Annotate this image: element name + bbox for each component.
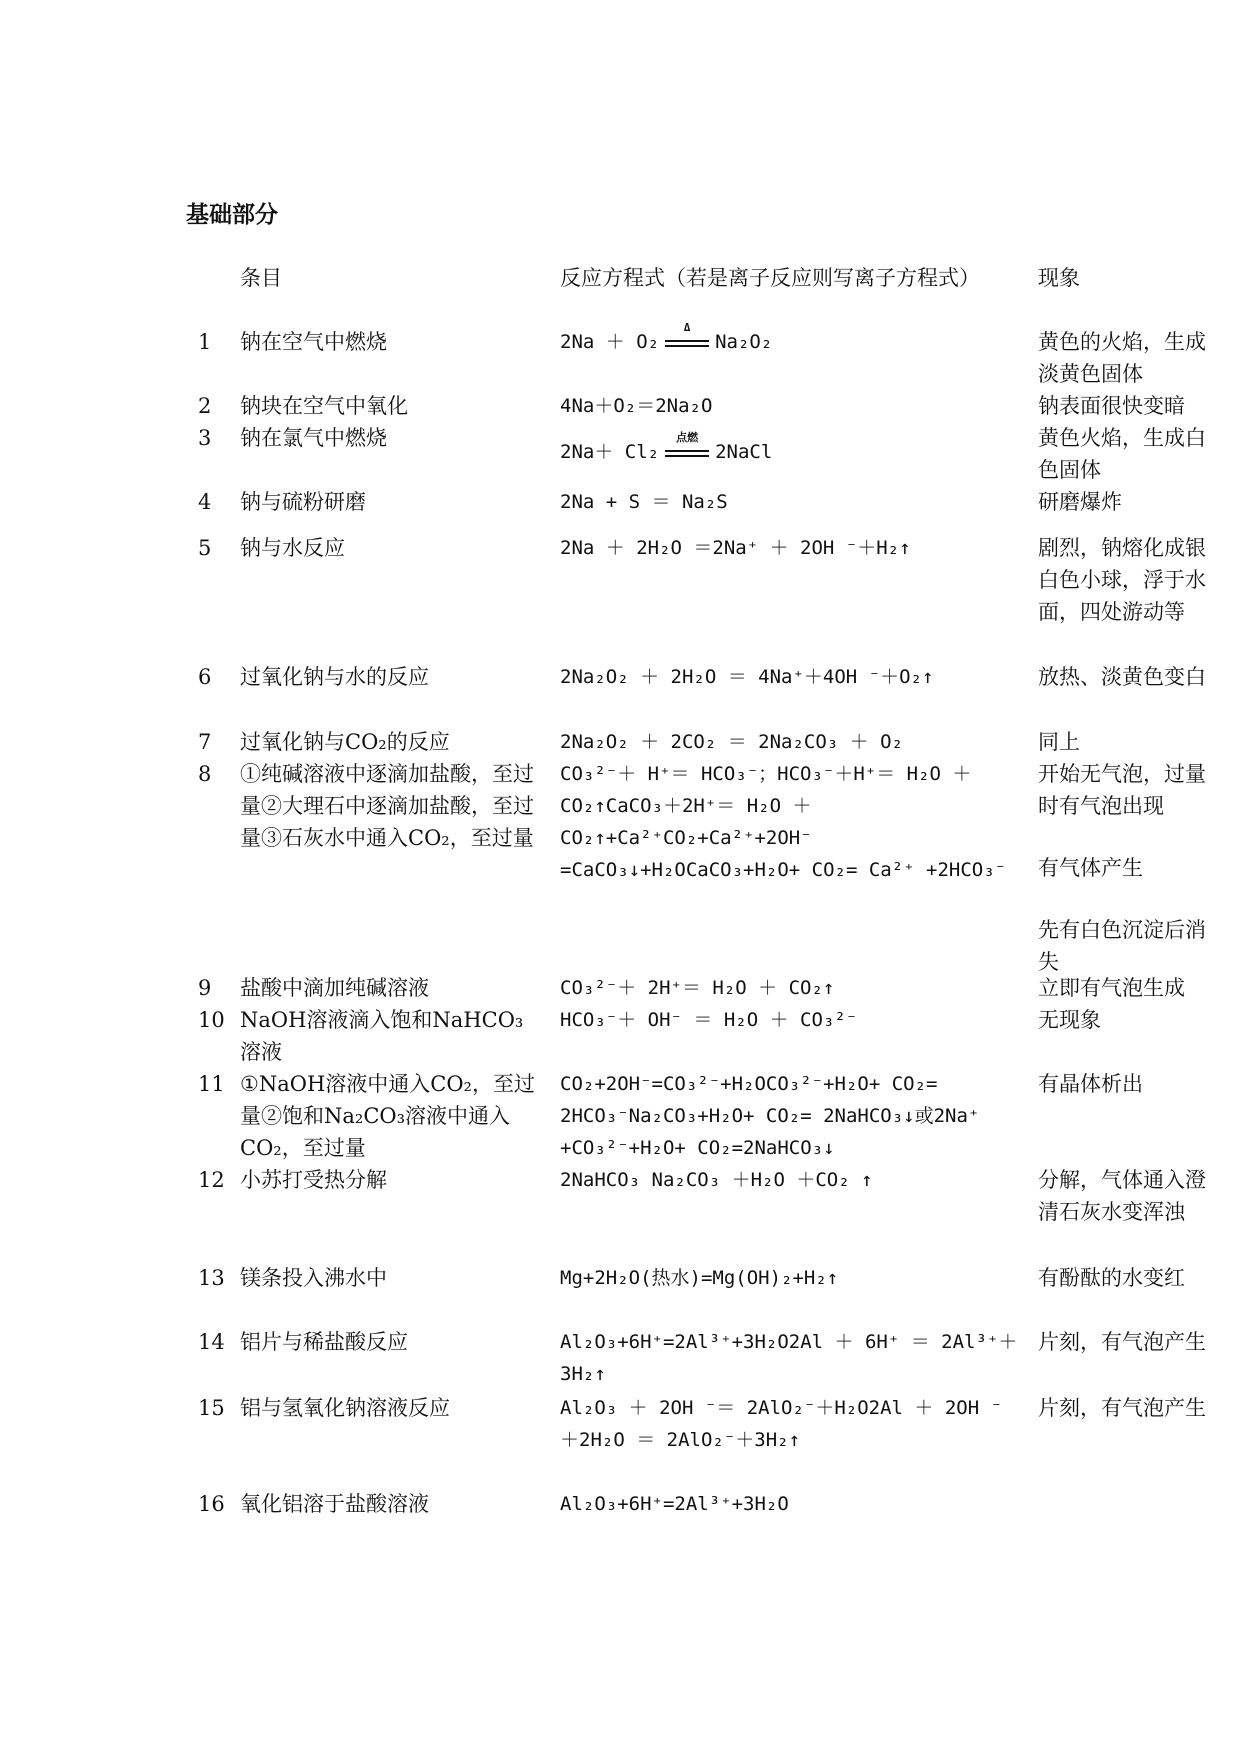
equation-left: 2Na ＋ O₂ bbox=[560, 331, 660, 353]
row-phenomenon: 片刻，有气泡产生 bbox=[1038, 1396, 1206, 1420]
row-phenomenon: 研磨爆炸 bbox=[1038, 490, 1122, 514]
row-number: 1 bbox=[198, 330, 212, 354]
row-number: 9 bbox=[198, 976, 212, 1000]
row-number: 12 bbox=[198, 1168, 225, 1192]
equation-right: 2NaCl bbox=[715, 441, 773, 463]
row-item: NaOH溶液滴入饱和NaHCO₃溶液 bbox=[240, 1008, 524, 1064]
row-phenomenon: 放热、淡黄色变白 bbox=[1038, 665, 1206, 689]
row-equation: 2NaHCO₃ Na₂CO₃ ＋H₂O ＋CO₂ ↑ bbox=[560, 1169, 873, 1191]
row-number: 16 bbox=[198, 1492, 225, 1516]
row-number: 11 bbox=[198, 1072, 225, 1096]
row-phenomenon: 片刻，有气泡产生 bbox=[1038, 1330, 1206, 1354]
row-phenomenon: 黄色火焰，生成白色固体 bbox=[1038, 426, 1206, 482]
row-equation: 2Na ＋ 2H₂O ＝2Na⁺ ＋ 2OH ⁻＋H₂↑ bbox=[560, 537, 911, 559]
phenomenon-part-3: 先有白色沉淀后消失 bbox=[1038, 918, 1206, 974]
row-phenomenon: 立即有气泡生成 bbox=[1038, 976, 1185, 1000]
row-number: 5 bbox=[198, 536, 212, 560]
row-equation: HCO₃⁻＋ OH⁻ ＝ H₂O ＋ CO₃²⁻ bbox=[560, 1009, 858, 1031]
row-item: 钠块在空气中氧化 bbox=[240, 394, 408, 418]
row-number: 3 bbox=[198, 426, 212, 450]
row-item: ①纯碱溶液中逐滴加盐酸，至过量②大理石中逐滴加盐酸，至过量③石灰水中通入CO₂，至过量 bbox=[240, 762, 534, 850]
row-number: 2 bbox=[198, 394, 212, 418]
header-item: 条目 bbox=[240, 266, 282, 290]
section-title: 基础部分 bbox=[186, 202, 278, 228]
row-item: 盐酸中滴加纯碱溶液 bbox=[240, 976, 429, 1000]
row-number: 13 bbox=[198, 1266, 225, 1290]
row-item: 过氧化钠与水的反应 bbox=[240, 665, 429, 689]
row-number: 7 bbox=[198, 730, 212, 754]
row-equation: Al₂O₃+6H⁺=2Al³⁺+3H₂O2Al ＋ 6H⁺ ＝ 2Al³⁺＋3H₂↑ bbox=[560, 1331, 1018, 1385]
row-phenomenon: 黄色的火焰，生成淡黄色固体 bbox=[1038, 330, 1206, 386]
equation-left: 2Na＋ Cl₂ bbox=[560, 441, 660, 463]
ignition-condition-sign: 点燃 bbox=[665, 446, 709, 460]
row-equation bbox=[560, 430, 1020, 468]
row-equation: CO₃²⁻＋ H⁺＝ HCO₃⁻；HCO₃⁻＋H⁺＝ H₂O ＋CO₂↑CaCO₃＋2H⁺＝ H₂O ＋ CO₂↑+Ca²⁺CO₂+Ca²⁺+2OH⁻ =CaCO₃↓+H₂OCaCO₃+H₂O+ CO₂= Ca²⁺ +2HCO₃⁻ bbox=[560, 763, 1007, 881]
row-equation bbox=[560, 320, 1020, 358]
row-item: 铝与氢氧化钠溶液反应 bbox=[240, 1396, 450, 1420]
row-equation: 2Na₂O₂ ＋ 2CO₂ ＝ 2Na₂CO₃ ＋ O₂ bbox=[560, 731, 903, 753]
row-number: 14 bbox=[198, 1330, 225, 1354]
row-number: 8 bbox=[198, 762, 212, 786]
row-item: ①NaOH溶液中通入CO₂，至过量②饱和Na₂CO₃溶液中通入CO₂，至过量 bbox=[240, 1072, 535, 1160]
phenomenon-part-2: 有气体产生 bbox=[1038, 856, 1143, 880]
row-number: 6 bbox=[198, 665, 212, 689]
equation-right: Na₂O₂ bbox=[715, 331, 773, 353]
row-phenomenon bbox=[1038, 758, 1220, 978]
row-equation: CO₃²⁻＋ 2H⁺＝ H₂O ＋ CO₂↑ bbox=[560, 977, 835, 999]
row-item: 铝片与稀盐酸反应 bbox=[240, 1330, 408, 1354]
row-equation: 2Na₂O₂ ＋ 2H₂O ＝ 4Na⁺＋4OH ⁻＋O₂↑ bbox=[560, 666, 934, 688]
header-phenomenon: 现象 bbox=[1038, 266, 1080, 290]
row-item: 小苏打受热分解 bbox=[240, 1168, 387, 1192]
row-equation: Mg+2H₂O(热水)=Mg(OH)₂+H₂↑ bbox=[560, 1267, 839, 1289]
row-item: 钠与硫粉研磨 bbox=[240, 490, 366, 514]
row-item: 钠与水反应 bbox=[240, 536, 345, 560]
row-phenomenon: 分解，气体通入澄清石灰水变浑浊 bbox=[1038, 1168, 1206, 1224]
row-equation: 4Na＋O₂＝2Na₂O bbox=[560, 395, 713, 417]
row-item: 钠在氯气中燃烧 bbox=[240, 426, 387, 450]
row-phenomenon: 剧烈，钠熔化成银白色小球，浮于水面，四处游动等 bbox=[1038, 536, 1206, 624]
row-item: 过氧化钠与CO₂的反应 bbox=[240, 730, 450, 754]
row-equation: CO₂+2OH⁻=CO₃²⁻+H₂OCO₃²⁻+H₂O+ CO₂= 2HCO₃⁻Na₂CO₃+H₂O+ CO₂= 2NaHCO₃↓或2Na⁺ +CO₃²⁻+H₂O+ CO₂=2NaHCO₃↓ bbox=[560, 1073, 980, 1159]
row-item: 钠在空气中燃烧 bbox=[240, 330, 387, 354]
row-item: 镁条投入沸水中 bbox=[240, 1266, 387, 1290]
phenomenon-part-1: 开始无气泡，过量时有气泡出现 bbox=[1038, 762, 1206, 818]
row-phenomenon: 有晶体析出 bbox=[1038, 1072, 1143, 1096]
row-equation: Al₂O₃ ＋ 2OH ⁻＝ 2AlO₂⁻＋H₂O2Al ＋ 2OH ⁻＋2H₂O ＝ 2AlO₂⁻＋3H₂↑ bbox=[560, 1397, 1003, 1451]
row-equation: Al₂O₃+6H⁺=2Al³⁺+3H₂O bbox=[560, 1493, 789, 1515]
heat-condition-sign: Δ bbox=[665, 336, 709, 350]
row-item: 氧化铝溶于盐酸溶液 bbox=[240, 1492, 429, 1516]
row-equation: 2Na + S ＝ Na₂S bbox=[560, 491, 728, 513]
row-number: 10 bbox=[198, 1008, 225, 1032]
row-phenomenon: 有酚酞的水变红 bbox=[1038, 1266, 1185, 1290]
row-phenomenon: 同上 bbox=[1038, 730, 1080, 754]
header-equation: 反应方程式（若是离子反应则写离子方程式） bbox=[560, 266, 980, 290]
row-number: 15 bbox=[198, 1396, 225, 1420]
row-phenomenon: 无现象 bbox=[1038, 1008, 1101, 1032]
row-number: 4 bbox=[198, 490, 212, 514]
row-phenomenon: 钠表面很快变暗 bbox=[1038, 394, 1185, 418]
